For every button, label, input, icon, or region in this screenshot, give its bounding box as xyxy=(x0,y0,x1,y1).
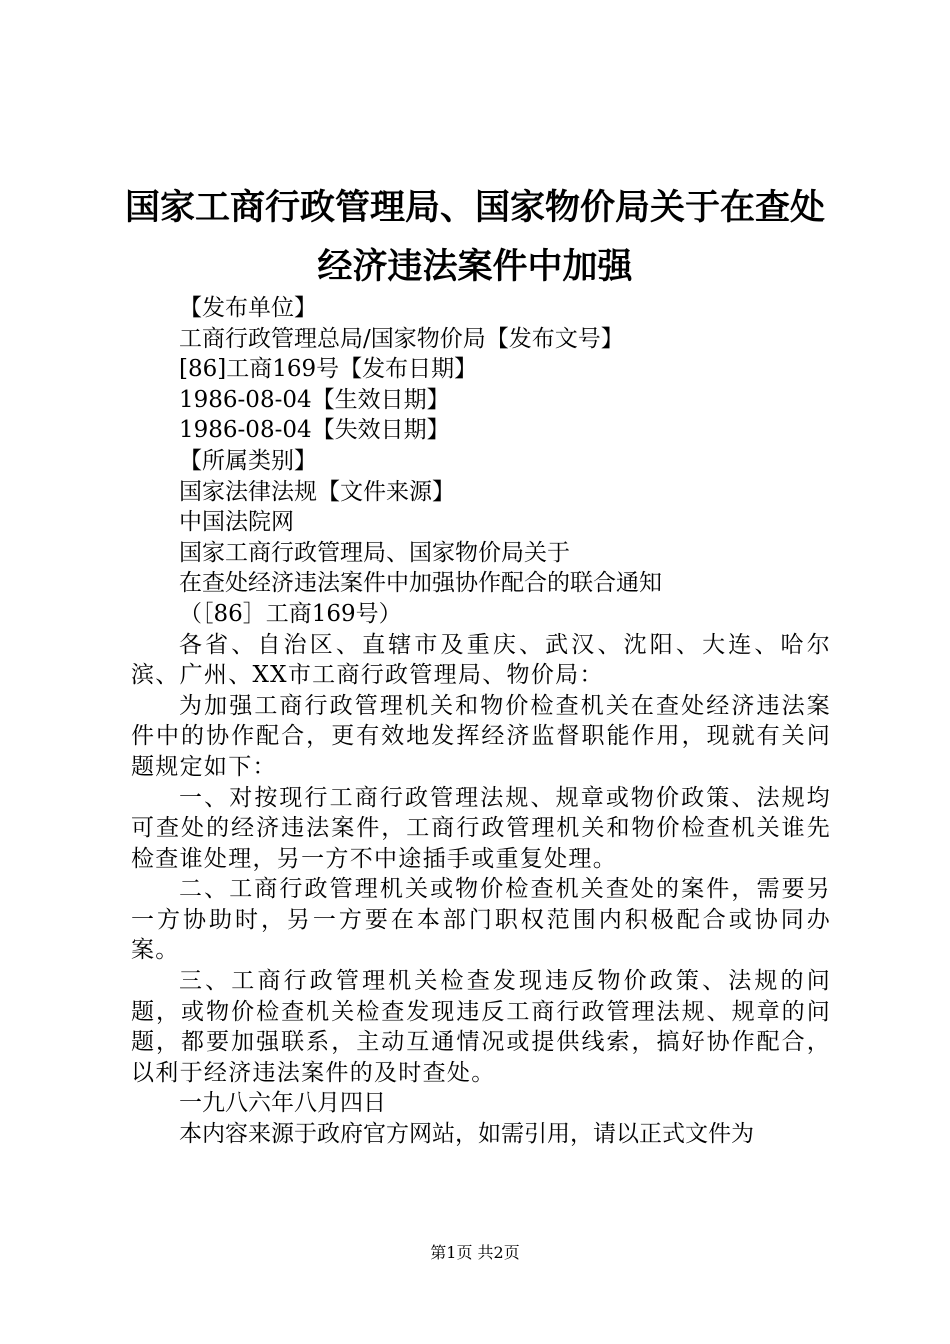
page-number-footer: 第1页 共2页 xyxy=(430,1243,520,1262)
meta-source-value: 中国法院网 xyxy=(179,509,294,536)
meta-category-value: 国家法律法规【文件来源】 xyxy=(179,478,455,505)
document-body xyxy=(131,293,831,1150)
closing-note: 本内容来源于政府官方网站，如需引用，请以正式文件为 xyxy=(179,1121,754,1148)
document-title-line-2: 经济违法案件中加强 xyxy=(317,247,633,287)
meta-issuer-label: 【发布单位】 xyxy=(179,295,317,321)
meta-doc-number: [86]工商169号【发布日期】 xyxy=(179,356,478,383)
meta-publish-date: 1986-08-04【生效日期】 xyxy=(179,386,450,413)
notice-title-line-2: 在查处经济违法案件中加强协作配合的联合通知 xyxy=(179,570,662,597)
meta-effective-date: 1986-08-04【失效日期】 xyxy=(179,417,450,444)
body-paragraph: 一、对按现行工商行政管理法规、规章或物价政策、法规均可查处的经济违法案件，工商行政管理机关和物价检查机关谁先检查谁处理，另一方不中途插手或重复处理。 xyxy=(131,784,831,872)
document-title-line-1: 国家工商行政管理局、国家物价局关于在查处 xyxy=(124,188,825,228)
meta-category-label: 【所属类别】 xyxy=(179,447,317,474)
body-paragraph: 三、工商行政管理机关检查发现违反物价政策、法规的问题，或物价检查机关检查发现违反工商行政管理法规、规章的问题，都要加强联系，主动互通情况或提供线索，搞好协作配合，以利于经济违法案件的及时查处。 xyxy=(131,968,831,1086)
meta-issuer-value: 工商行政管理总局/国家物价局【发布文号】 xyxy=(179,325,624,352)
notice-title-line-1: 国家工商行政管理局、国家物价局关于 xyxy=(179,539,570,566)
addressee-paragraph: 各省、自治区、直辖市及重庆、武汉、沈阳、大连、哈尔滨、广州、XX市工商行政管理局、物价局： xyxy=(131,631,831,689)
body-paragraph: 二、工商行政管理机关或物价检查机关查处的案件，需要另一方协助时，另一方要在本部门职权范围内积极配合或协同办案。 xyxy=(131,876,831,964)
signature-date: 一九八六年八月四日 xyxy=(179,1090,386,1117)
body-paragraph: 为加强工商行政管理机关和物价检查机关在查处经济违法案件中的协作配合，更有效地发挥经济监督职能作用，现就有关问题规定如下： xyxy=(131,692,831,780)
notice-number: （［86］工商169号） xyxy=(179,600,402,627)
